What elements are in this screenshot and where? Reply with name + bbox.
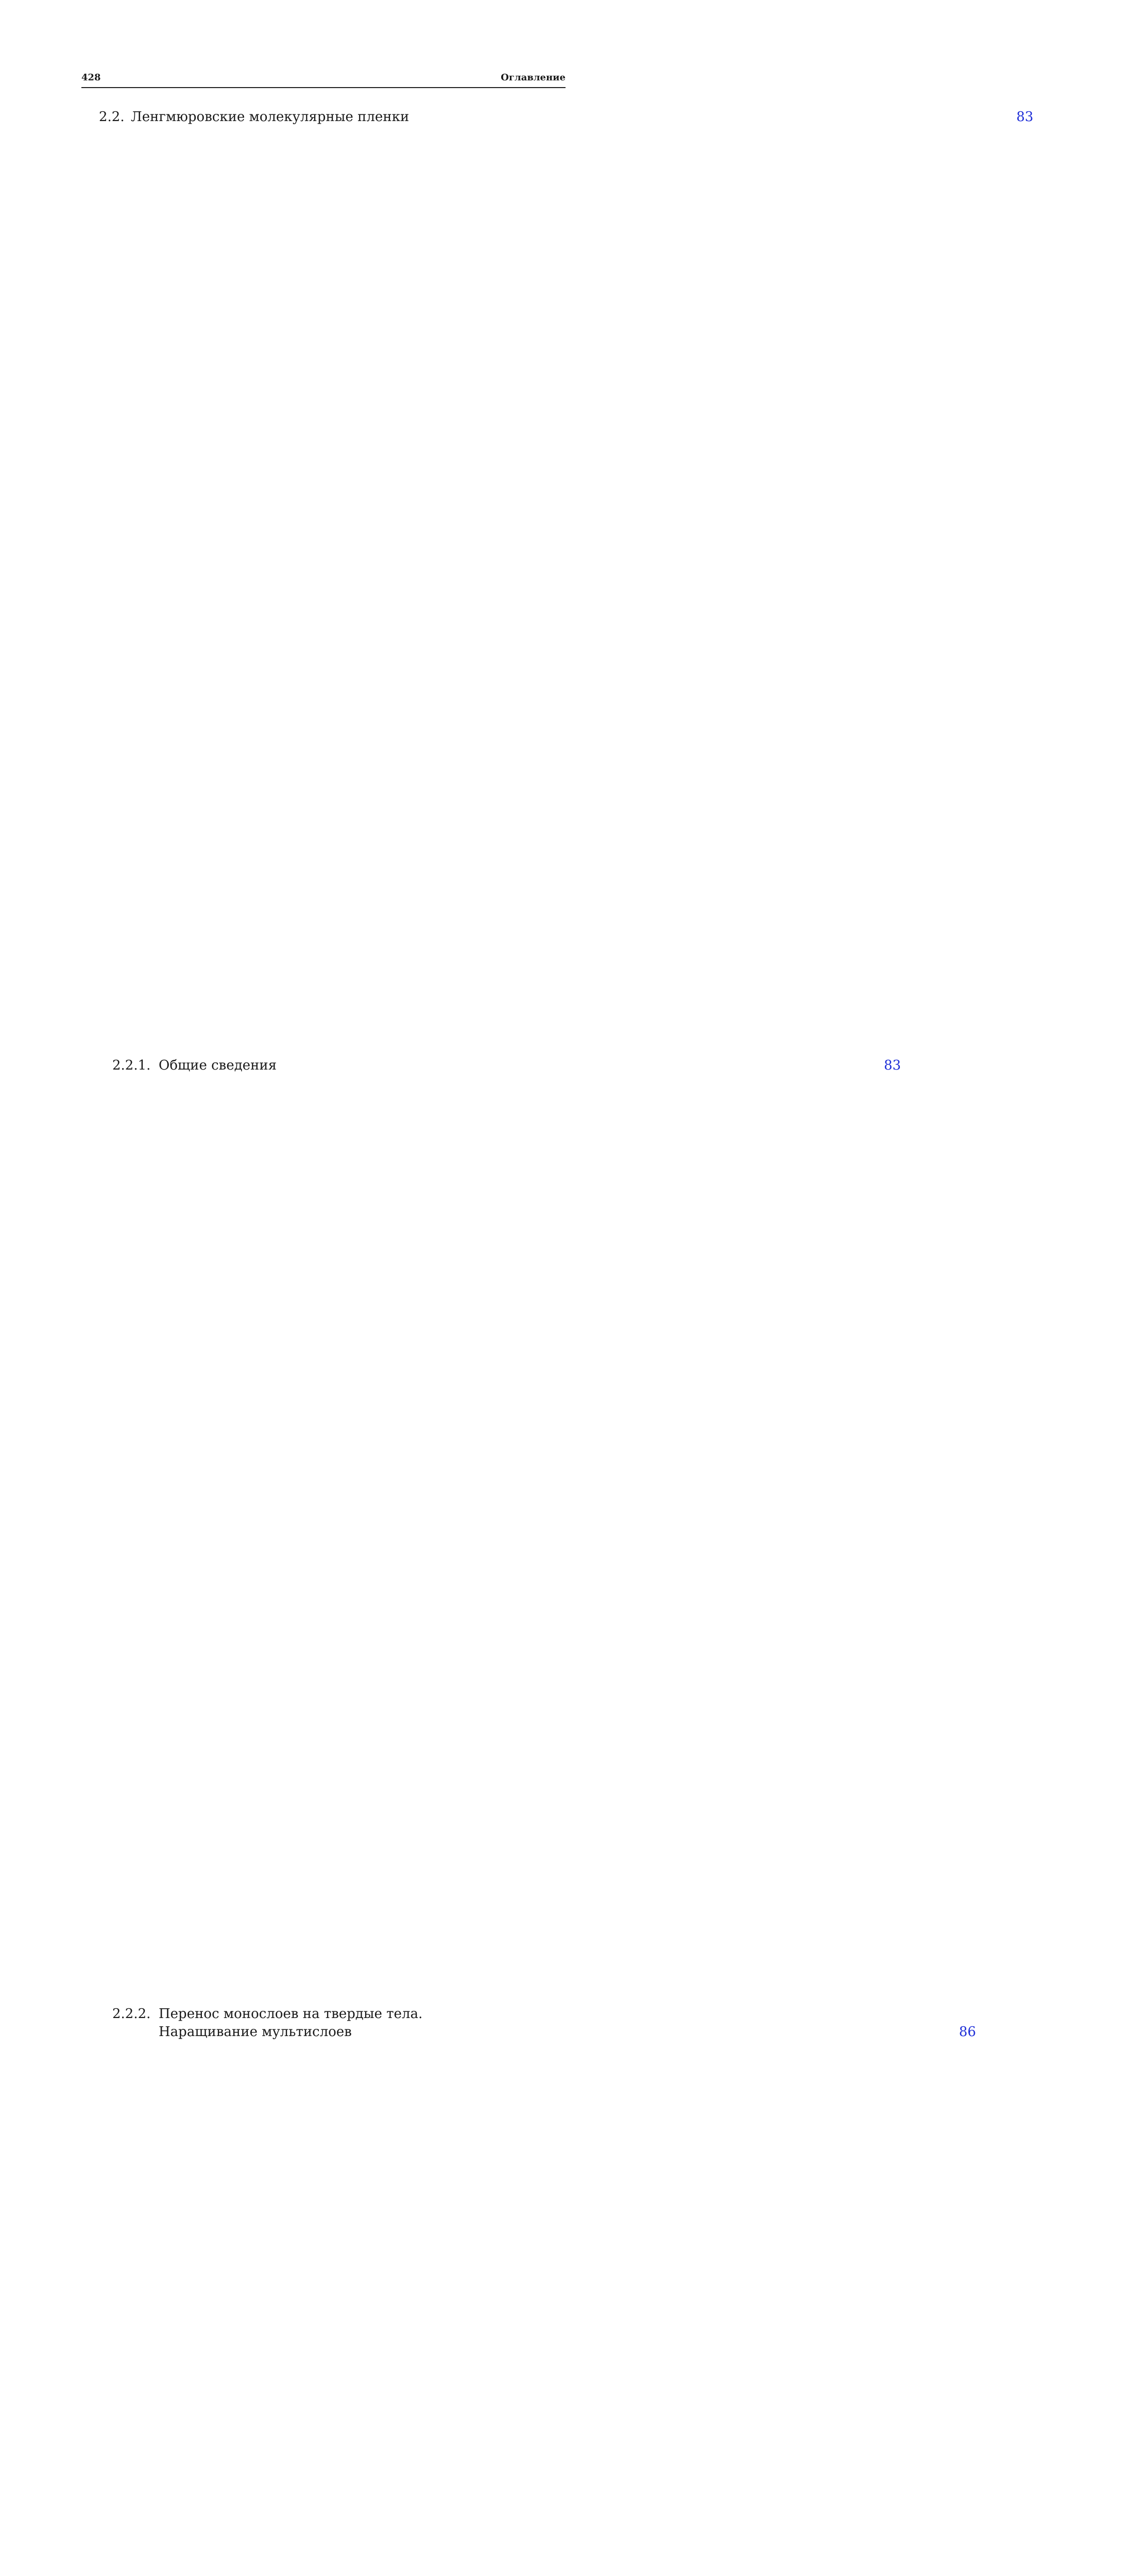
toc-page-link[interactable]: 86	[959, 2024, 976, 2040]
table-of-contents	[81, 108, 1034, 2576]
toc-page-link[interactable]: 83	[1016, 109, 1034, 125]
toc-entry-title-line: Наращивание мультислоев	[159, 2024, 352, 2040]
page-number: 428	[81, 72, 101, 83]
toc-entry-title-line: Общие сведения	[159, 1058, 277, 1073]
toc-entry-title-line: Перенос монослоев на твердые тела.	[159, 2006, 423, 2022]
toc-entry-number: 2.2.	[99, 109, 125, 125]
toc-page-link[interactable]: 83	[884, 1058, 901, 1073]
toc-entry[interactable]	[81, 2005, 976, 2576]
toc-entry-title-line: Ленгмюровские молекулярные пленки	[131, 109, 409, 125]
running-title: Оглавление	[501, 72, 566, 83]
toc-entry-number: 2.2.2.	[112, 2006, 151, 2022]
running-header	[81, 72, 566, 88]
toc-entry-number: 2.2.1.	[112, 1058, 151, 1073]
toc-entry[interactable]	[81, 1057, 901, 2005]
toc-entry[interactable]	[81, 108, 1034, 1057]
